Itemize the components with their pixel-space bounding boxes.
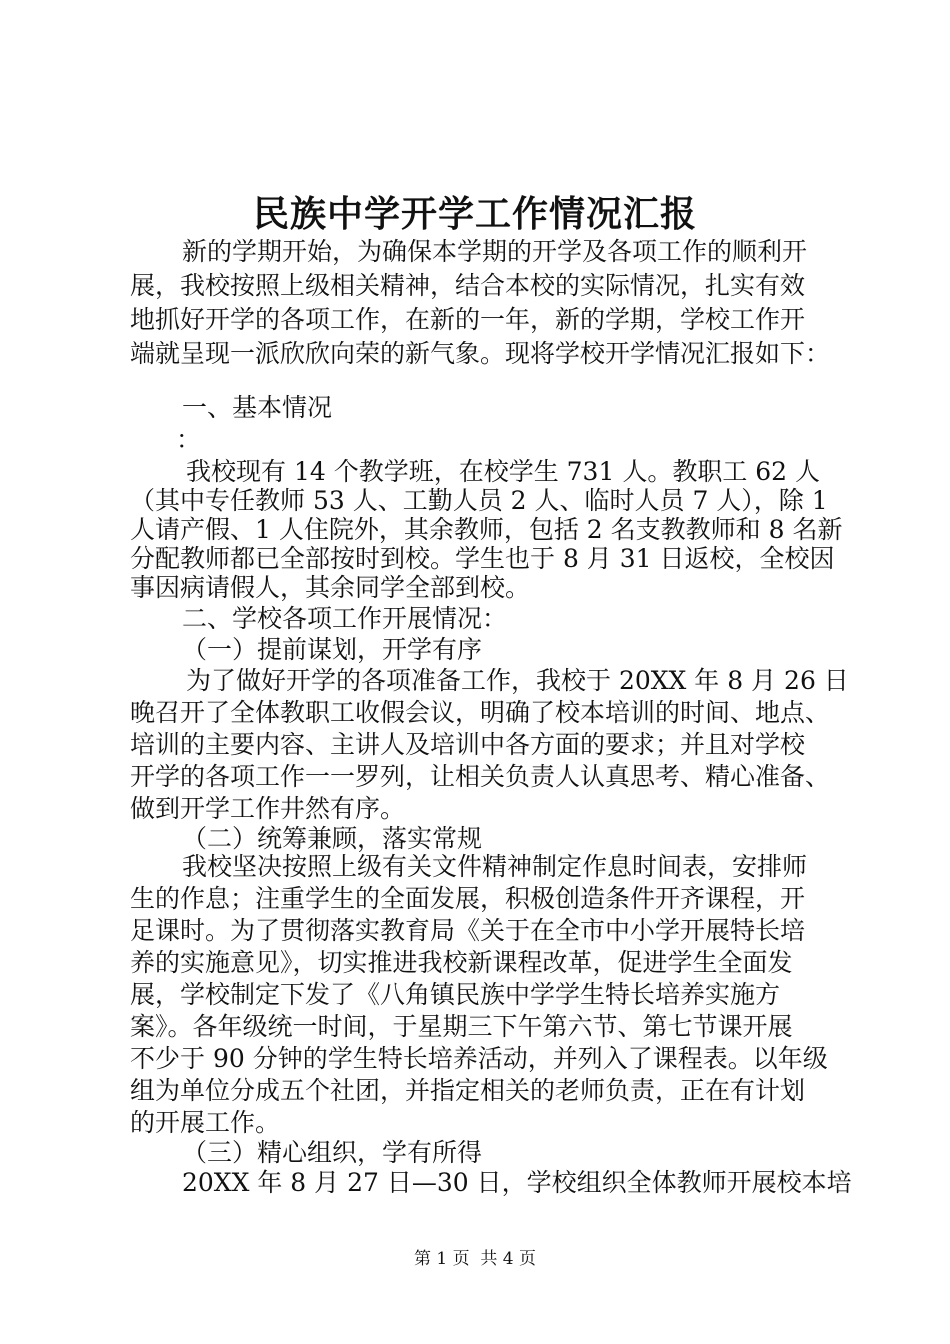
page-footer: 第 1 页 共 4 页 xyxy=(413,1249,537,1269)
paragraph-line: 足课时。为了贯彻落实教育局《关于在全市中小学开展特长培 xyxy=(130,916,806,945)
section-heading: 一、基本情况 xyxy=(182,393,333,422)
paragraph-line: （其中专任教师 53 人、工勤人员 2 人、临时人员 7 人），除 1 xyxy=(130,486,828,515)
paragraph-line: 的开展工作。 xyxy=(130,1108,281,1137)
paragraph-line: 事因病请假人，其余同学全部到校。 xyxy=(130,573,531,602)
paragraph-line: 组为单位分成五个社团，并指定相关的老师负责，正在有计划 xyxy=(130,1076,806,1105)
paragraph-line: 展，学校制定下发了《八角镇民族中学学生特长培养实施方 xyxy=(130,980,781,1009)
paragraph-line: 案》。各年级统一时间，于星期三下午第六节、第七节课开展 xyxy=(130,1012,793,1041)
paragraph-line: 做到开学工作井然有序。 xyxy=(130,794,406,823)
paragraph-line: 展，我校按照上级相关精神，结合本校的实际情况，扎实有效 xyxy=(130,271,806,300)
paragraph-line: 人请产假、1 人住院外，其余教师，包括 2 名支教教师和 8 名新 xyxy=(130,515,843,544)
subsection-heading: （三）精心组织，学有所得 xyxy=(182,1138,483,1167)
paragraph-line: 端就呈现一派欣欣向荣的新气象。现将学校开学情况汇报如下： xyxy=(130,339,831,368)
paragraph-line: 分配教师都已全部按时到校。学生也于 8 月 31 日返校，全校因 xyxy=(130,544,835,573)
paragraph-line: ： xyxy=(176,425,202,454)
paragraph-line: 开学的各项工作一一罗列，让相关负责人认真思考、精心准备、 xyxy=(130,762,831,791)
paragraph-line: 培训的主要内容、主讲人及培训中各方面的要求；并且对学校 xyxy=(130,730,806,759)
paragraph-line: 养的实施意见》，切实推进我校新课程改革，促进学生全面发 xyxy=(130,948,793,977)
paragraph-line: 新的学期开始，为确保本学期的开学及各项工作的顺利开 xyxy=(182,237,808,266)
paragraph-line: 地抓好开学的各项工作，在新的一年，新的学期，学校工作开 xyxy=(130,305,806,334)
paragraph-line: 生的作息；注重学生的全面发展，积极创造条件开齐课程，开 xyxy=(130,884,806,913)
document-title: 民族中学开学工作情况汇报 xyxy=(252,194,697,235)
paragraph-line: 不少于 90 分钟的学生特长培养活动，并列入了课程表。以年级 xyxy=(130,1044,828,1073)
subsection-heading: （二）统筹兼顾，落实常规 xyxy=(182,824,483,853)
paragraph-line: 我校现有 14 个教学班，在校学生 731 人。教职工 62 人 xyxy=(186,457,821,486)
subsection-heading: （一）提前谋划，开学有序 xyxy=(182,635,483,664)
paragraph-line: 为了做好开学的各项准备工作，我校于 20XX 年 8 月 26 日 xyxy=(186,666,849,695)
paragraph-line: 20XX 年 8 月 27 日—30 日，学校组织全体教师开展校本培 xyxy=(182,1168,852,1197)
section-heading: 二、学校各项工作开展情况： xyxy=(182,604,508,633)
paragraph-line: 我校坚决按照上级有关文件精神制定作息时间表，安排师 xyxy=(182,852,808,881)
paragraph-line: 晚召开了全体教职工收假会议，明确了校本培训的时间、地点、 xyxy=(130,698,831,727)
